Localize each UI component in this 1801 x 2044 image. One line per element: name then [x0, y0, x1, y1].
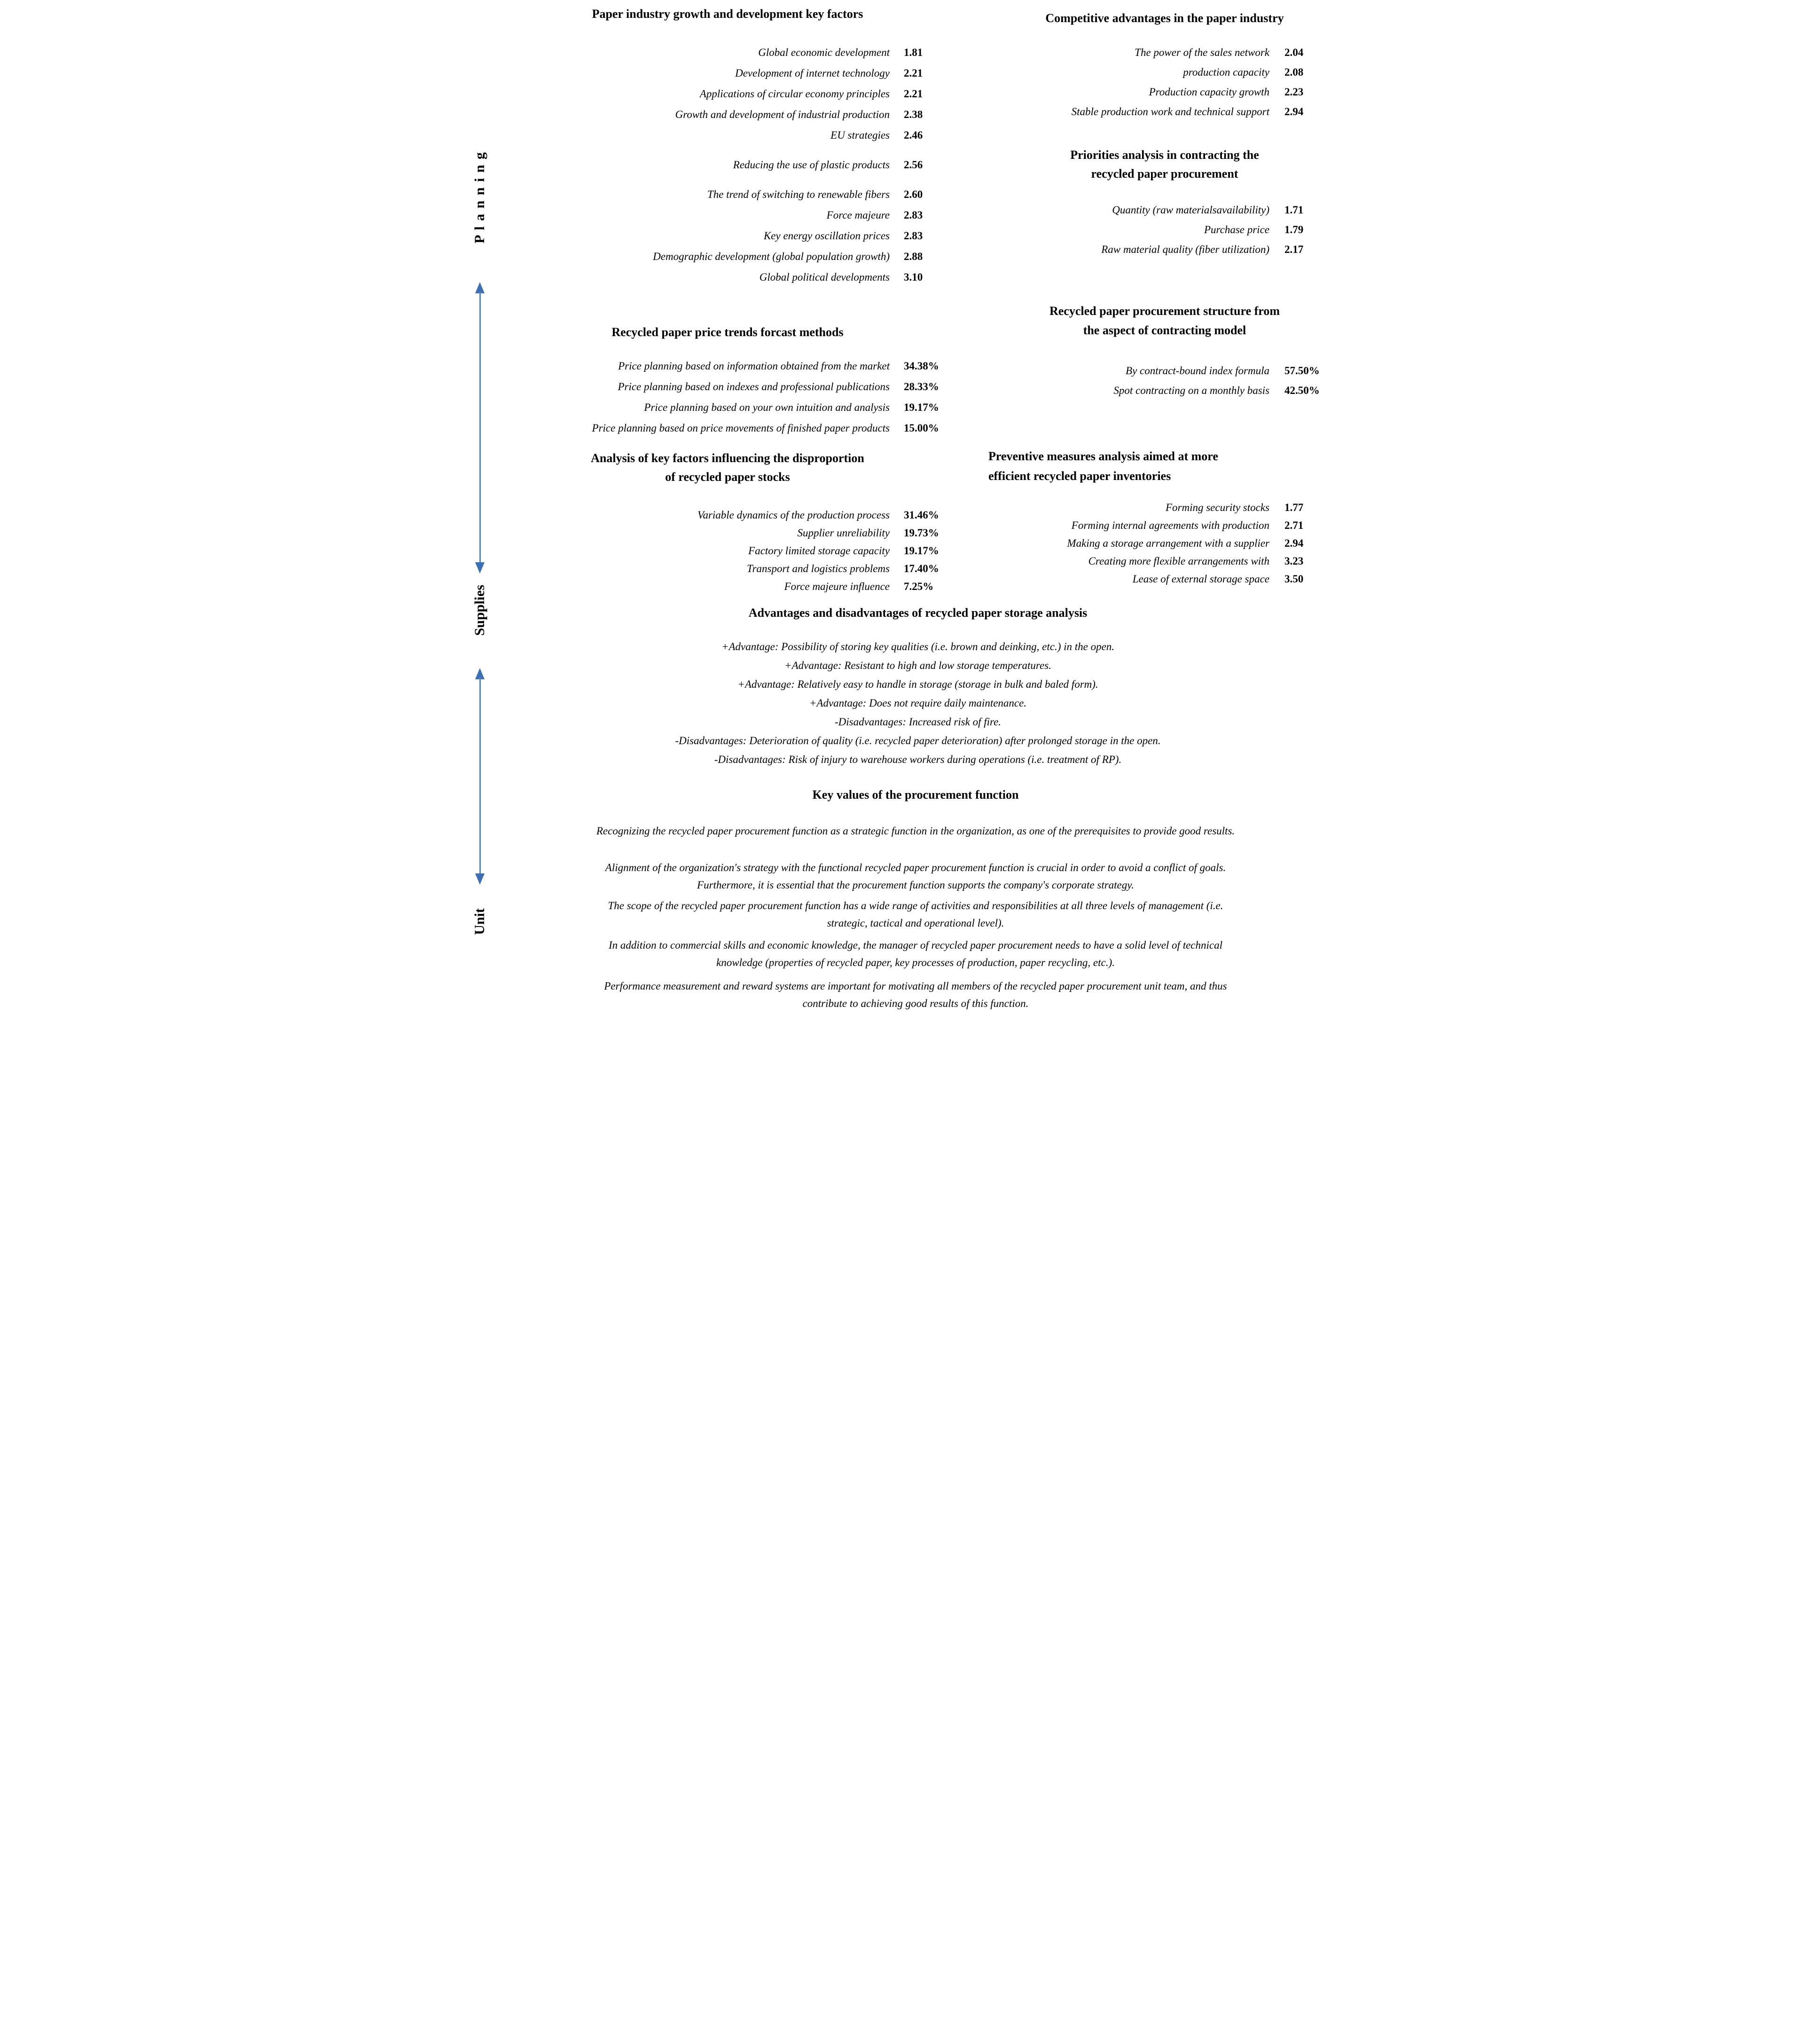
row-value: 2.83: [904, 209, 923, 221]
data-row: [488, 542, 967, 560]
row-label: Applications of circular economy principles: [699, 88, 890, 100]
data-row: [979, 570, 1350, 588]
data-row: [979, 82, 1350, 102]
row-label: Quantity (raw materialsavailability): [1112, 204, 1269, 216]
row-value: 2.88: [904, 251, 923, 262]
row-label: EU strategies: [830, 129, 890, 141]
planning-supplies-double-arrow-icon: [475, 282, 485, 574]
row-value: 3.50: [1284, 573, 1304, 585]
row-label: Price planning based on price movements of finished paper products: [592, 422, 890, 434]
key-value-paragraph: [511, 897, 1320, 932]
data-row: [979, 200, 1350, 220]
row-value: 2.08: [1284, 66, 1304, 78]
row-label: Development of internet technology: [735, 67, 890, 79]
data-row: [488, 560, 967, 578]
data-row: [488, 63, 967, 84]
row-label: Purchase price: [1204, 224, 1269, 236]
procurement-structure-list: [979, 361, 1350, 401]
row-value: 2.46: [904, 129, 923, 141]
row-value: 3.23: [1284, 555, 1304, 567]
title-line: efficient recycled paper inventories: [988, 469, 1171, 483]
data-row: [488, 524, 967, 542]
title-line: Analysis of key factors influencing the disproportion: [591, 451, 864, 465]
row-label: production capacity: [1183, 66, 1269, 78]
row-label: Raw material quality (fiber utilization): [1101, 244, 1269, 255]
unit-stage-label: Unit: [472, 908, 487, 935]
title-line: the aspect of contracting model: [1083, 323, 1246, 337]
key-value-paragraph: [511, 936, 1320, 971]
paragraph-line: In addition to commercial skills and economic knowledge, the manager of recycled paper procurement needs to have a solid level of technical: [609, 939, 1222, 951]
row-label: Reducing the use of plastic products: [733, 159, 890, 171]
paragraph-line: knowledge (properties of recycled paper, key processes of production, paper recycling, etc.).: [716, 957, 1115, 968]
advantage-line: +Advantage: Possibility of storing key qualities (i.e. brown and deinking, etc.) in the open.: [721, 641, 1115, 653]
data-row: [979, 499, 1350, 517]
row-label: Supplier unreliability: [797, 527, 890, 539]
data-row: [979, 381, 1350, 401]
disadvantage-line: -Disadvantages: Deterioration of quality (i.e. recycled paper deterioration) after prolonged storage in the open.: [675, 735, 1161, 747]
section-title: [979, 447, 1350, 486]
row-label: Growth and development of industrial production: [675, 109, 890, 120]
paragraph-line: Performance measurement and reward systems are important for motivating all members of the recycled paper procurement unit team, and thus: [604, 980, 1227, 992]
row-label: Transport and logistics problems: [747, 563, 890, 574]
row-value: 19.73%: [904, 527, 939, 539]
row-value: 2.83: [904, 230, 923, 242]
data-row: [488, 184, 967, 205]
row-label: Force majeure influence: [784, 581, 890, 592]
data-row: [488, 84, 967, 104]
row-value: 7.25%: [904, 581, 934, 592]
data-row: [979, 552, 1350, 570]
section-title: [979, 146, 1350, 183]
section-key-values: [511, 787, 1320, 1012]
row-value: 1.77: [1284, 502, 1304, 513]
row-label: Lease of external storage space: [1132, 573, 1269, 585]
row-value: 31.46%: [904, 509, 939, 521]
row-value: 2.21: [904, 67, 923, 79]
arrow-down-icon: [475, 562, 485, 574]
key-value-paragraph: [511, 977, 1320, 1012]
disadvantage-line: -Disadvantages: Risk of injury to warehouse workers during operations (i.e. treatment of RP).: [714, 754, 1122, 765]
row-label: Price planning based on information obtained from the market: [618, 360, 890, 372]
section-growth-factors: [488, 7, 967, 288]
section-title: Competitive advantages in the paper industry: [1045, 11, 1284, 25]
data-row: [488, 377, 967, 397]
section-title: [979, 301, 1350, 340]
title-line: Priorities analysis in contracting the: [1070, 148, 1259, 162]
section-title: Paper industry growth and development key factors: [592, 7, 863, 21]
row-value: 2.94: [1284, 106, 1304, 118]
data-row: [979, 240, 1350, 259]
paragraph-line: The scope of the recycled paper procurement function has a wide range of activities and responsibilities at all three levels of management (i.e.: [608, 900, 1223, 912]
row-value: 17.40%: [904, 563, 939, 574]
section-preventive-measures: [979, 447, 1350, 588]
row-label: Stable production work and technical support: [1071, 106, 1269, 118]
row-value: 2.94: [1284, 537, 1304, 549]
key-value-paragraph: [511, 822, 1320, 840]
row-value: 15.00%: [904, 422, 939, 434]
section-competitive-advantages: [979, 11, 1350, 122]
row-value: 3.10: [904, 271, 923, 283]
row-label: Forming security stocks: [1165, 502, 1269, 513]
priorities-list: [979, 200, 1350, 259]
data-row: [488, 267, 967, 288]
section-contracting-priorities: [979, 146, 1350, 259]
figure-canvas: [450, 0, 1351, 1022]
paragraph-line: contribute to achieving good results of this function.: [802, 998, 1029, 1009]
data-row: [488, 104, 967, 125]
row-value: 1.81: [904, 47, 923, 58]
data-row: [488, 578, 967, 596]
row-label: Global political developments: [759, 271, 890, 283]
data-row: [979, 517, 1350, 535]
row-value: 19.17%: [904, 545, 939, 557]
data-row: [488, 155, 967, 175]
data-row: [488, 205, 967, 226]
key-value-paragraph: [511, 859, 1320, 894]
row-label: Spot contracting on a monthly basis: [1113, 385, 1269, 396]
paragraph-line: strategic, tactical and operational level).: [827, 917, 1004, 929]
row-label: The power of the sales network: [1135, 47, 1269, 58]
row-value: 2.38: [904, 109, 923, 120]
title-line: Recycled paper procurement structure from: [1049, 304, 1280, 318]
row-value: 34.38%: [904, 360, 939, 372]
data-row: [979, 43, 1350, 63]
data-row: [488, 418, 967, 439]
supplies-stage-label: Supplies: [472, 585, 487, 636]
data-row: [979, 63, 1350, 82]
data-row: [979, 220, 1350, 240]
row-label: By contract-bound index formula: [1126, 365, 1269, 377]
section-procurement-structure: [979, 301, 1350, 401]
row-label: Forming internal agreements with production: [1071, 519, 1269, 531]
row-value: 2.17: [1284, 244, 1304, 255]
data-row: [488, 506, 967, 524]
section-title: [488, 449, 967, 487]
data-row: [979, 361, 1350, 381]
row-value: 1.71: [1284, 204, 1304, 216]
advantage-line: +Advantage: Resistant to high and low storage temperatures.: [784, 660, 1051, 671]
forecast-methods-list: [488, 356, 967, 439]
row-value: 19.17%: [904, 401, 939, 413]
data-row: [979, 102, 1350, 122]
row-label: Demographic development (global population growth): [653, 251, 890, 262]
row-label: Variable dynamics of the production process: [697, 509, 890, 521]
data-row: [488, 246, 967, 267]
row-label: Price planning based on your own intuition and analysis: [644, 401, 890, 413]
title-line: Preventive measures analysis aimed at more: [988, 449, 1218, 463]
row-label: Force majeure: [826, 209, 890, 221]
storage-analysis-list: [516, 637, 1320, 769]
section-price-forecast-methods: [488, 325, 967, 439]
paragraph-line: Alignment of the organization's strategy with the functional recycled paper procurement function is crucial in order to avoid a conflict of goals.: [605, 862, 1226, 873]
data-row: [488, 397, 967, 418]
data-row: [488, 42, 967, 63]
supplies-unit-double-arrow-icon: [475, 668, 485, 885]
data-row: [488, 125, 967, 146]
section-title: Key values of the procurement function: [812, 788, 1019, 802]
data-row: [979, 535, 1350, 552]
planning-stage-label: P l a n n i n g: [472, 151, 487, 244]
row-value: 2.60: [904, 189, 923, 200]
disadvantage-line: -Disadvantages: Increased risk of fire.: [834, 716, 1002, 728]
row-value: 2.04: [1284, 47, 1304, 58]
row-value: 2.21: [904, 88, 923, 100]
section-title: Advantages and disadvantages of recycled paper storage analysis: [748, 606, 1088, 620]
advantage-line: +Advantage: Relatively easy to handle in storage (storage in bulk and baled form).: [737, 678, 1098, 690]
title-line: recycled paper procurement: [1091, 167, 1238, 181]
arrow-shaft: [479, 677, 481, 875]
section-title: Recycled paper price trends forcast methods: [611, 325, 844, 339]
preventive-measures-list: [979, 499, 1350, 588]
row-label: Price planning based on indexes and professional publications: [618, 381, 890, 393]
arrow-down-icon: [475, 873, 485, 885]
row-value: 42.50%: [1284, 385, 1320, 396]
growth-factors-list: [488, 42, 967, 288]
advantage-line: +Advantage: Does not require daily maintenance.: [809, 697, 1027, 709]
row-label: Production capacity growth: [1149, 86, 1269, 98]
row-label: Creating more flexible arrangements with: [1088, 555, 1269, 567]
arrow-shaft: [479, 291, 481, 564]
row-label: Global economic development: [758, 47, 890, 58]
row-value: 28.33%: [904, 381, 939, 393]
section-stock-disproportion-factors: [488, 449, 967, 596]
data-row: [488, 356, 967, 377]
competitive-advantages-list: [979, 43, 1350, 122]
paragraph-line: Recognizing the recycled paper procurement function as a strategic function in the organization, as one of the prerequisites to provide good results.: [596, 825, 1235, 837]
row-label: Key energy oscillation prices: [763, 230, 890, 242]
row-label: Factory limited storage capacity: [748, 545, 890, 557]
row-value: 2.23: [1284, 86, 1304, 98]
row-value: 1.79: [1284, 224, 1304, 236]
row-label: The trend of switching to renewable fibers: [707, 189, 890, 200]
title-line: of recycled paper stocks: [665, 470, 790, 484]
row-value: 57.50%: [1284, 365, 1320, 377]
row-value: 2.56: [904, 159, 923, 171]
paragraph-line: Furthermore, it is essential that the procurement function supports the company's corporate strategy.: [697, 879, 1134, 891]
row-label: Making a storage arrangement with a supplier: [1067, 537, 1269, 549]
section-storage-analysis: [516, 605, 1320, 769]
row-value: 2.71: [1284, 519, 1304, 531]
data-row: [488, 226, 967, 246]
disproportion-factors-list: [488, 506, 967, 596]
